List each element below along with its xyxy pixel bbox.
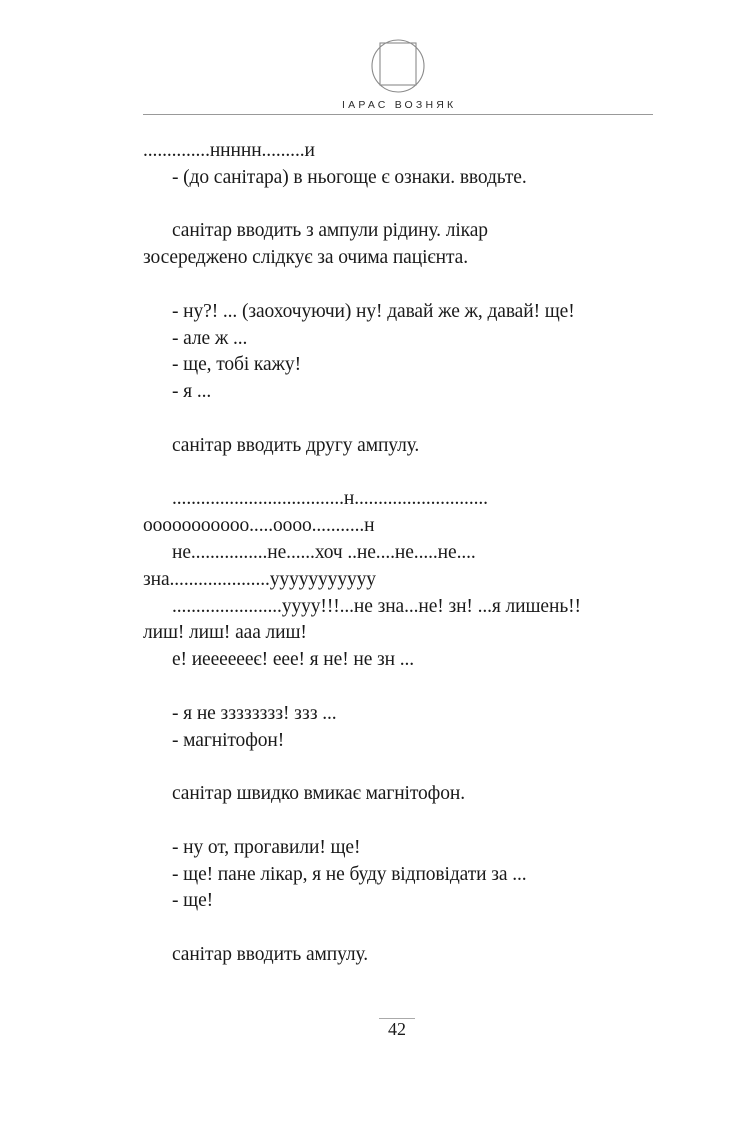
- text-line: - ще! пане лікар, я не буду відповідати за ...: [172, 863, 527, 885]
- running-header-author: ІАРАС ВОЗНЯК: [342, 99, 457, 111]
- blank-line: [143, 915, 653, 942]
- text-line: зосереджено слідкує за очима пацієнта.: [143, 247, 468, 269]
- text-line: - я ...: [172, 381, 212, 403]
- text-line: зна.....................ууууууууууу: [143, 568, 376, 590]
- text-line: не................не......хоч ..не....не.....не....: [172, 541, 476, 563]
- text-line: - але ж ...: [172, 327, 248, 349]
- text-line: - магнітофон!: [172, 729, 285, 751]
- text-line: .......................уууу!!!...не зна...не! зн! ...я лишень!!: [172, 595, 581, 617]
- text-line: - ну от, прогавили! ще!: [172, 836, 361, 858]
- text-line: - ще!: [172, 890, 214, 912]
- page-number: 42: [388, 1019, 406, 1039]
- blank-line: [143, 406, 653, 433]
- blank-line: [143, 808, 653, 835]
- text-line: - ну?! ... (заохочуючи) ну! давай же ж, давай! ще!: [172, 300, 575, 322]
- text-line: - (до санітара) в ньогоще є ознаки. вводьте.: [172, 166, 527, 188]
- blank-line: [143, 460, 653, 487]
- blank-line: [143, 674, 653, 701]
- text-line: санітар швидко вмикає магнітофон.: [172, 783, 465, 805]
- blank-line: [143, 754, 653, 781]
- header-divider: [143, 114, 653, 115]
- text-line: санітар вводить ампулу.: [172, 943, 368, 965]
- text-line: ооооооооооо.....оооо...........н: [143, 515, 375, 537]
- blank-line: [143, 192, 653, 219]
- blank-line: [143, 272, 653, 299]
- text-line: ....................................н............................: [172, 488, 488, 510]
- text-line: санітар вводить другу ампулу.: [172, 434, 420, 456]
- text-line: е! иееееееє! еее! я не! не зн ...: [172, 649, 415, 671]
- text-line: ..............ннннн.........и: [143, 140, 315, 161]
- text-line: - я не зззззззз! ззз ...: [172, 702, 337, 724]
- circle-square-emblem-icon: [370, 38, 426, 94]
- body-text: [143, 138, 653, 969]
- text-line: лиш! лиш! ааа лиш!: [143, 622, 307, 644]
- text-line: санітар вводить з ампули рідину. лікар: [172, 220, 488, 242]
- text-line: - ще, тобі кажу!: [172, 354, 301, 376]
